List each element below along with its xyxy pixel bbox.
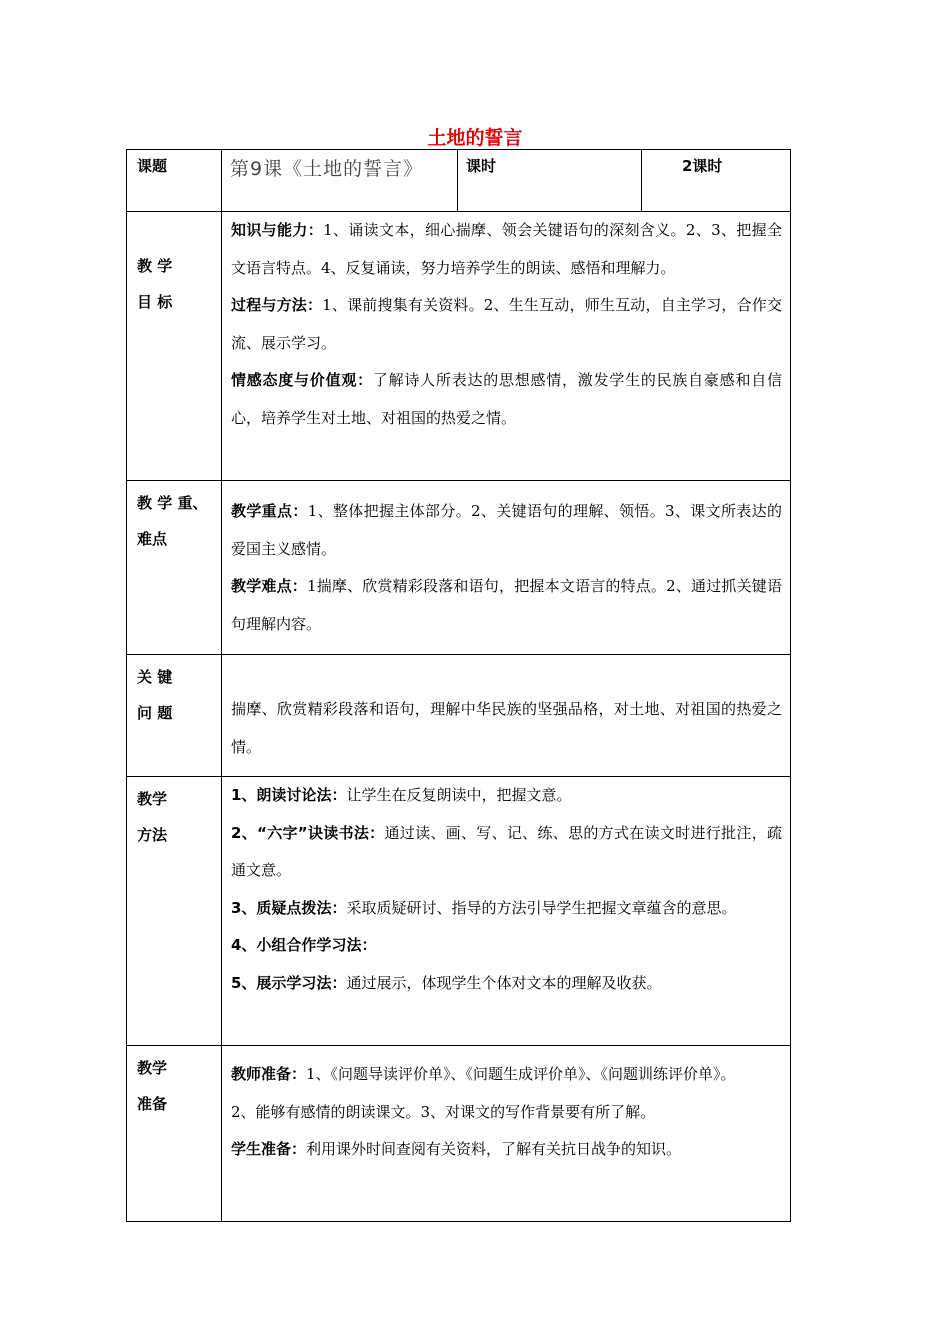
row-prep xyxy=(126,1046,791,1222)
teacher-prep-head: 教师准备： xyxy=(231,1065,307,1083)
methods-content xyxy=(222,777,790,1045)
student-prep-head: 学生准备： xyxy=(231,1140,307,1158)
objective-emotion-head: 情感态度与价值观： xyxy=(231,371,373,389)
difficult-point xyxy=(231,568,782,643)
objective-emotion xyxy=(231,362,782,437)
label-prep xyxy=(127,1046,222,1221)
label-key-question-line1: 关 键 xyxy=(137,668,173,686)
prep-content xyxy=(222,1046,790,1221)
key-difficult-content xyxy=(222,481,790,654)
label-objectives-line2: 目 标 xyxy=(137,293,173,311)
method-5 xyxy=(231,965,782,1003)
hours-value: 2课时 xyxy=(682,157,723,175)
row-methods xyxy=(126,777,791,1046)
label-objectives xyxy=(127,212,222,480)
label-prep-line1: 教学 xyxy=(137,1059,168,1077)
teacher-prep-2: 2、能够有感情的朗读课文。3、对课文的写作背景要有所了解。 xyxy=(231,1102,656,1121)
teacher-prep-text: 1、《问题导读评价单》、《问题生成评价单》、《问题训练评价单》。 xyxy=(306,1065,736,1083)
objective-knowledge-text: 1、诵读文本，细心揣摩、领会关键语句的深刻含义。2、3、把握全文语言特点。4、反复诵读，努力培养学生的朗读、感悟和理解力。 xyxy=(231,221,782,277)
label-topic: 课题 xyxy=(127,150,222,211)
objectives-content xyxy=(222,212,790,480)
document-title: 土地的誓言 xyxy=(427,127,523,149)
label-key-difficult xyxy=(127,481,222,654)
label-methods-line2: 方法 xyxy=(137,826,168,844)
key-point xyxy=(231,493,782,568)
method-5-head: 5、展示学习法： xyxy=(231,973,347,992)
method-3-head: 3、质疑点拨法： xyxy=(231,898,347,917)
method-1-head: 1、朗读讨论法： xyxy=(231,786,347,804)
label-key-difficult-line1: 教 学 重、 xyxy=(137,494,208,512)
method-4-head: 4、小组合作学习法： xyxy=(231,936,377,954)
method-3-text: 采取质疑研讨、指导的方法引导学生把握文章蕴含的意思。 xyxy=(346,898,737,917)
method-3 xyxy=(231,890,782,928)
difficult-point-head: 教学难点： xyxy=(231,577,307,595)
label-prep-line2: 准备 xyxy=(137,1095,168,1113)
row-topic xyxy=(126,149,791,212)
method-1 xyxy=(231,777,782,815)
label-methods-line1: 教学 xyxy=(137,790,168,808)
method-1-text: 让学生在反复朗读中，把握文意。 xyxy=(346,786,572,804)
row-objectives xyxy=(126,212,791,481)
student-prep xyxy=(231,1131,782,1169)
key-question-content xyxy=(222,655,790,776)
label-objectives-line1: 教 学 xyxy=(137,257,173,275)
key-point-head: 教学重点： xyxy=(231,502,308,520)
objective-knowledge xyxy=(231,212,782,287)
method-2-head: 2、“六字”诀读书法： xyxy=(231,823,385,842)
objective-knowledge-head: 知识与能力： xyxy=(231,221,324,239)
row-key-question xyxy=(126,655,791,777)
row-key-difficult xyxy=(126,481,791,655)
objective-process xyxy=(231,287,782,362)
difficult-point-text: 1揣摩、欣赏精彩段落和语句，把握本文语言的特点。2、通过抓关键语句理解内容。 xyxy=(231,577,782,633)
objective-process-text: 1、课前搜集有关资料。2、生生互动，师生互动，自主学习，合作交流、展示学习。 xyxy=(231,296,782,352)
method-2-text: 通过读、画、写、记、练、思的方式在读文时进行批注，疏通文意。 xyxy=(231,823,782,879)
label-key-question xyxy=(127,655,222,776)
method-2 xyxy=(231,815,782,890)
label-key-difficult-line2: 难点 xyxy=(137,530,168,548)
lesson-name: 第9课《土地的誓言》 xyxy=(222,150,458,211)
key-question-text: 揣摩、欣赏精彩段落和语句，理解中华民族的坚强品格，对土地、对祖国的热爱之情。 xyxy=(231,700,782,756)
method-5-text: 通过展示，体现学生个体对文本的理解及收获。 xyxy=(346,973,662,992)
teacher-prep xyxy=(231,1056,782,1094)
label-methods xyxy=(127,777,222,1045)
key-point-text: 1、整体把握主体部分。2、关键语句的理解、领悟。3、课文所表达的爱国主义感情。 xyxy=(231,502,782,558)
lesson-plan-table xyxy=(126,149,791,1222)
objective-process-head: 过程与方法： xyxy=(231,296,323,314)
objective-emotion-text: 了解诗人所表达的思想感情，激发学生的民族自豪感和自信心，培养学生对土地、对祖国的热爱之情。 xyxy=(231,371,782,427)
method-4 xyxy=(231,927,782,965)
student-prep-text: 利用课外时间查阅有关资料，了解有关抗日战争的知识。 xyxy=(306,1140,682,1158)
label-key-question-line2: 问 题 xyxy=(137,704,173,722)
label-hours: 课时 xyxy=(458,150,642,211)
